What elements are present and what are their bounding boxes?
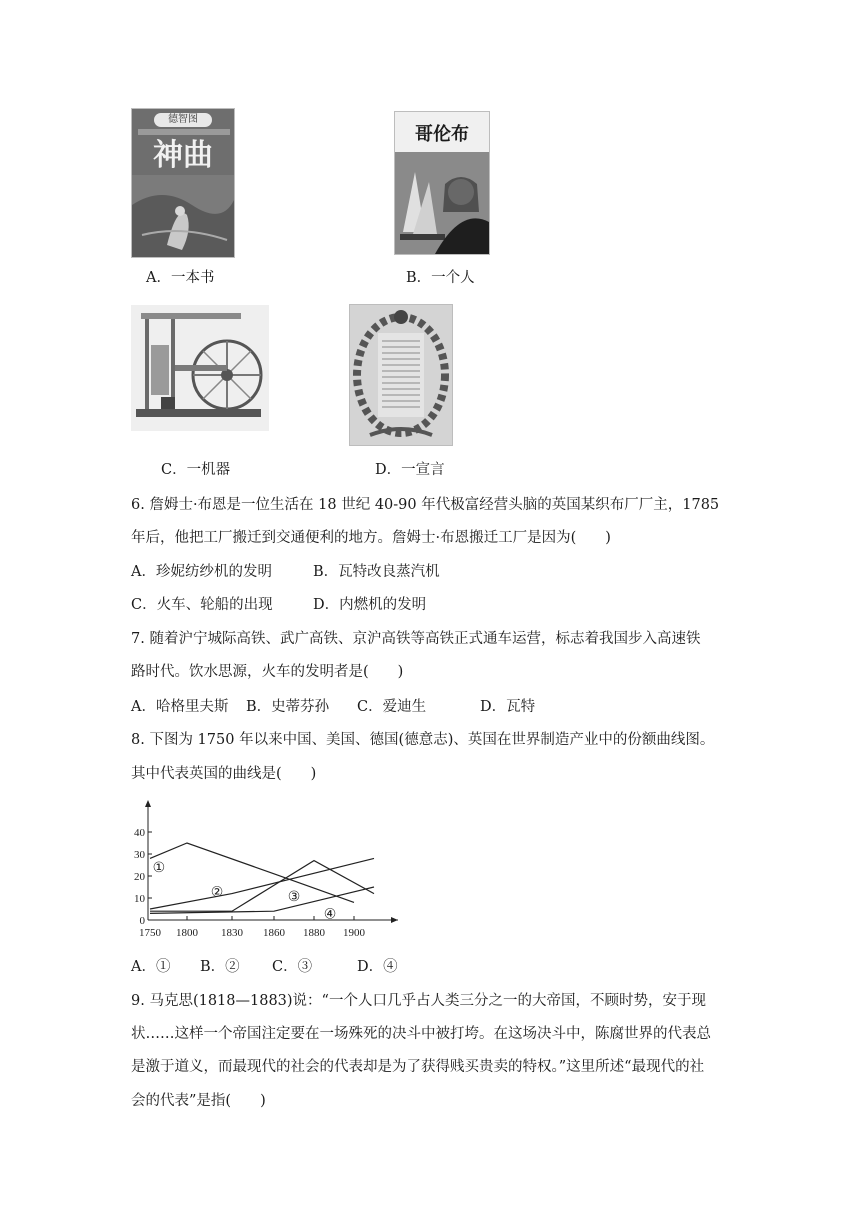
curve-label: ① [152, 860, 166, 877]
book-title: 神曲 [153, 138, 213, 173]
q7-option-c[interactable]: C．爱迪生 [357, 699, 427, 715]
q6-option-a[interactable]: A．珍妮纺纱机的发明 [131, 564, 272, 580]
q6-option-b[interactable]: B．瓦特改良蒸汽机 [313, 564, 440, 580]
x-tick-label: 1900 [343, 927, 365, 939]
y-tick-label: 30 [134, 849, 145, 861]
q9-stem-line-4: 会的代表”是指( ) [131, 1093, 266, 1109]
q5-option-d[interactable]: D．一宣言 [375, 462, 445, 478]
curve-label: ② [210, 884, 224, 901]
person-title: 哥伦布 [415, 124, 469, 145]
y-axis-arrow [145, 800, 151, 807]
series-line-4 [150, 887, 374, 913]
q8-stem-line-1: 8. 下图为 1750 年以来中国、美国、德国(德意志)、英国在世界制造产业中的份额曲线图。 [131, 732, 715, 748]
y-tick-label: 20 [134, 871, 145, 883]
q8-option-c[interactable]: C．③ [272, 959, 313, 975]
book-illustration [132, 175, 234, 257]
q9-stem-line-3: 是激于道义，而最现代的社会的代表却是为了获得贱买贵卖的特权。”这里所述“最现代的社 [131, 1059, 705, 1075]
q8-option-b[interactable]: B．② [200, 959, 240, 975]
q7-stem-line-2: 路时代。饮水思源，火车的发明者是( ) [131, 664, 404, 680]
series-line-1 [150, 843, 354, 902]
x-axis-arrow [391, 917, 398, 923]
x-tick-label: 1860 [263, 927, 285, 939]
spinning-machine-engraving [131, 305, 269, 431]
q5-option-c[interactable]: C．一机器 [161, 462, 231, 478]
q6-option-d[interactable]: D．内燃机的发明 [313, 597, 427, 613]
y-tick-label: 0 [139, 915, 145, 927]
declaration-document [349, 304, 453, 446]
x-tick-label: 1830 [221, 927, 243, 939]
y-tick-label: 40 [134, 827, 145, 839]
q8-stem-line-2: 其中代表英国的曲线是( ) [131, 766, 317, 782]
columbus-portrait [394, 111, 490, 255]
q7-option-b[interactable]: B．史蒂芬孙 [246, 699, 330, 715]
curve-label: ③ [287, 888, 301, 905]
q5-option-a[interactable]: A．一本书 [146, 270, 215, 286]
q6-stem-line-2: 年后，他把工厂搬迁到交通便利的地方。詹姆士·布恩搬迁工厂是因为( ) [131, 530, 611, 546]
q5-option-b[interactable]: B．一个人 [406, 270, 475, 286]
declaration-illustration [350, 305, 452, 445]
x-tick-label: 1800 [176, 927, 198, 939]
q8-option-a[interactable]: A．① [131, 959, 171, 975]
q6-option-c[interactable]: C．火车、轮船的出现 [131, 597, 273, 613]
q7-stem-line-1: 7. 随着沪宁城际高铁、武广高铁、京沪高铁等高铁正式通车运营，标志着我国步入高速铁 [131, 631, 701, 647]
divine-comedy-book-cover [131, 108, 235, 258]
x-tick-label: 1880 [303, 927, 325, 939]
manufacturing-share-chart [128, 798, 408, 948]
x-tick-label: 1750 [139, 927, 161, 939]
q7-option-a[interactable]: A．哈格里夫斯 [131, 699, 229, 715]
q9-stem-line-1: 9. 马克思(1818—1883)说：“一个人口几乎占人类三分之一的大帝国，不顾时势，安于现 [131, 993, 706, 1009]
book-badge: 德智图 [154, 113, 212, 127]
q6-stem-line-1: 6. 詹姆士·布恩是一位生活在 18 世纪 40-90 年代极富经营头脑的英国某织布厂厂主，1785 [131, 497, 720, 513]
series-line-2 [150, 858, 374, 909]
y-tick-label: 10 [134, 893, 145, 905]
q8-option-d[interactable]: D．④ [357, 959, 398, 975]
q9-stem-line-2: 状……这样一个帝国注定要在一场殊死的决斗中被打垮。在这场决斗中，陈腐世界的代表总 [131, 1026, 711, 1042]
person-illustration [395, 152, 489, 254]
machine-illustration [131, 305, 269, 431]
q7-option-d[interactable]: D．瓦特 [480, 699, 536, 715]
curve-label: ④ [323, 906, 337, 923]
